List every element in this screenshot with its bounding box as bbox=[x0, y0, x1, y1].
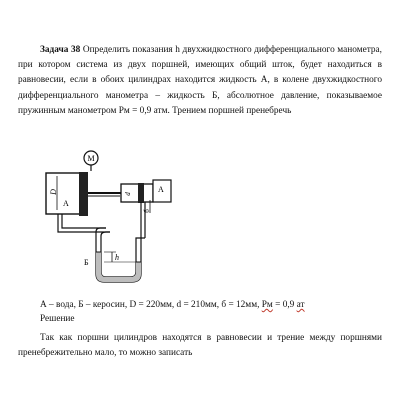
gauge-label: M bbox=[87, 154, 95, 163]
label-B: Б bbox=[84, 258, 89, 267]
label-A-left: A bbox=[63, 199, 69, 208]
task-text: Определить показания h двухжидкостного дифференциального манометра, при котором система из двух поршней, имеющих общий шток, будет находиться в равновесии, если в обоих цилиндрах находится жидкость А, в колене двухжидкостного дифференциального манометра – жидкость Б, абсолютное давление, показываемое пружинным манометром Рм = 0,9 атм. Трением поршней пренебречь bbox=[18, 45, 382, 116]
label-h: h bbox=[115, 253, 119, 262]
task-title: Задача 38 bbox=[40, 45, 81, 55]
label-d: d bbox=[124, 192, 132, 196]
piston-small bbox=[138, 183, 144, 203]
solution-heading: Решение bbox=[40, 314, 75, 324]
label-delta: б bbox=[143, 209, 151, 213]
piston-large bbox=[79, 172, 88, 216]
given-values: А – вода, Б – керосин, D = 220мм, d = 210мм, б = 12мм, Рм = 0,9 ат bbox=[40, 300, 305, 310]
label-A-right: A bbox=[158, 185, 164, 194]
label-D: D bbox=[49, 189, 58, 195]
solution-paragraph: Так как поршни цилиндров находятся в равновесии и трение между поршнями пренебрежительно мало, то можно записать bbox=[18, 333, 382, 359]
